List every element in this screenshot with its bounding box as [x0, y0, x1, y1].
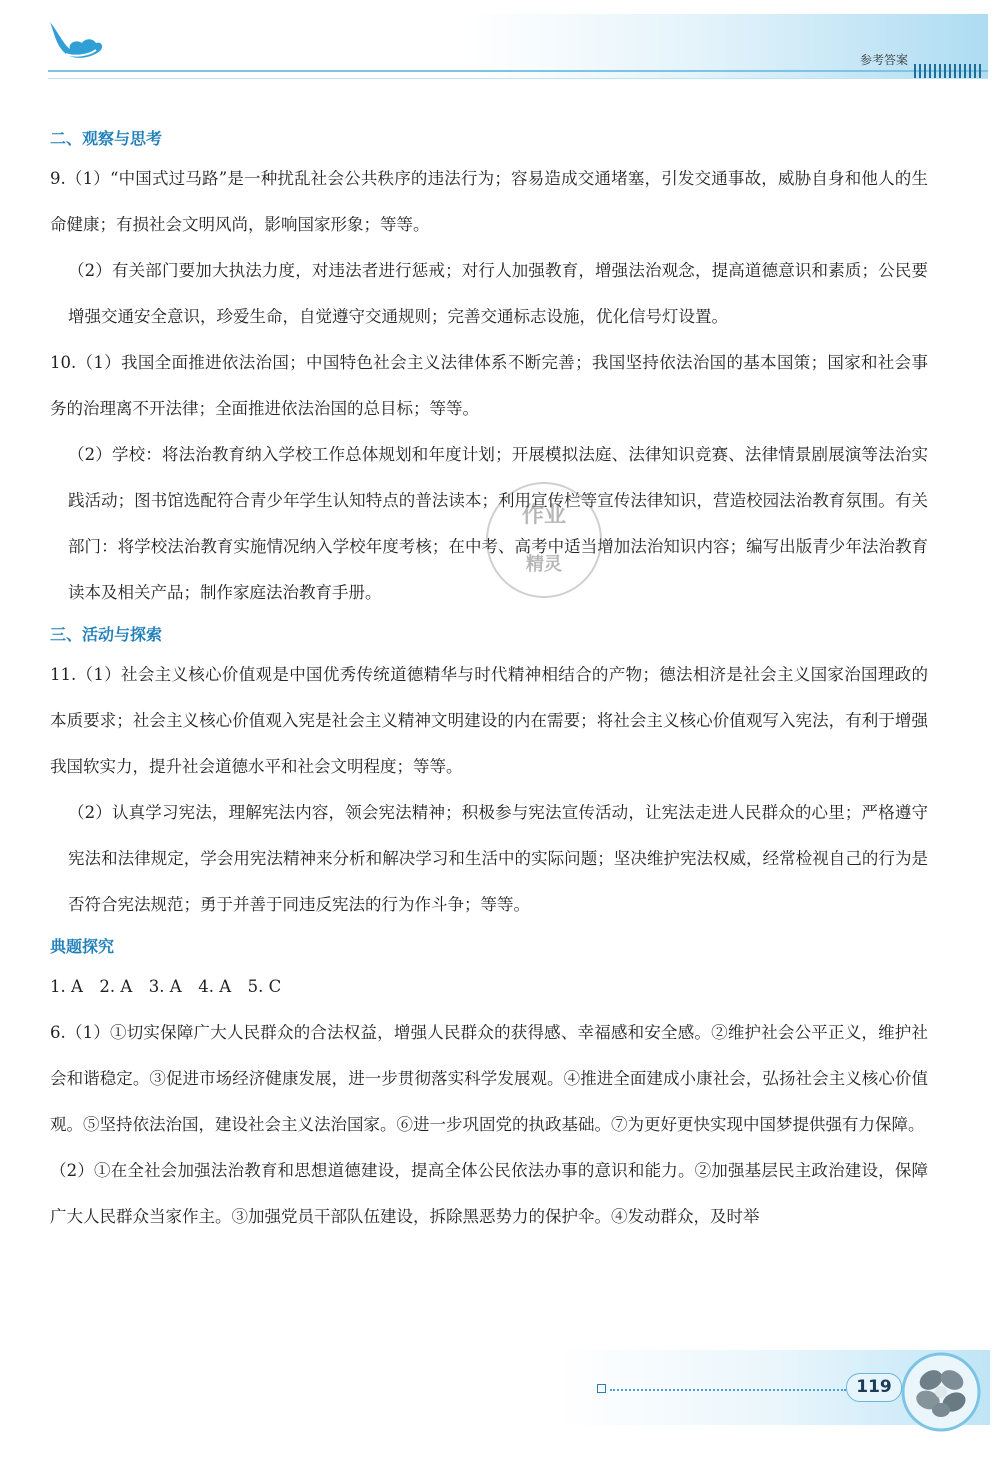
section-title: 三、活动与探索 [50, 625, 163, 644]
header-label: 参考答案 [859, 53, 908, 67]
answer-paragraph: 11.（1）社会主义核心价值观是中国优秀传统道德精华与时代精神相结合的产物；德法相济是社会主义国家治国理政的本质要求；社会主义核心价值观入宪是社会主义精神文明建设的内在需要；将社会主义核心价值观写入宪法，有利于增强我国软实力，提升社会道德水平和社会文明程度；等等。 [50, 665, 928, 776]
page-header [0, 0, 1000, 95]
watermark-line-2: 精灵 [526, 554, 562, 575]
header-rule-secondary [48, 78, 988, 79]
answer-paragraph: （2）学校：将法治教育纳入学校工作总体规划和年度计划；开展模拟法庭、法律知识竞赛、法律情景剧展演等法治实践活动；图书馆选配符合青少年学生认知特点的普法读本；利用宣传栏等宣传法律知识，营造校园法治教育氛围。有关部门：将学校法治教育实施情况纳入学校年度考核；在中考、高考中适当增加法治知识内容；编写出版青少年法治教育读本及相关产品；制作家庭法治教育手册。 [68, 445, 928, 602]
section-title: 典题探究 [50, 937, 115, 956]
answer-paragraph: （2）认真学习宪法，理解宪法内容，领会宪法精神；积极参与宪法宣传活动，让宪法走进人民群众的心里；严格遵守宪法和法律规定，学会用宪法精神来分析和解决学习和生活中的实际问题；坚决维护宪法权威，经常检视自己的行为是否符合宪法规范；勇于并善于同违反宪法的行为作斗争；等等。 [68, 803, 928, 914]
watermark-line-1: 作业 [521, 503, 566, 528]
answer-paragraph: （2）有关部门要加大执法力度，对违法者进行惩戒；对行人加强教育，增强法治观念，提高道德意识和素质；公民要增强交通安全意识，珍爱生命，自觉遵守交通规则；完善交通标志设施，优化信号灯设置。 [68, 261, 928, 326]
footer-dotted-line [610, 1389, 846, 1391]
cloud-bird-logo-icon [44, 10, 106, 65]
answer-paragraph: 9.（1）“中国式过马路”是一种扰乱社会公共秩序的违法行为；容易造成交通堵塞，引发交通事故，威胁自身和他人的生命健康；有损社会文明风尚，影响国家形象；等等。 [50, 169, 928, 234]
answer-content [50, 120, 928, 1240]
answer-paragraph: 6.（1）①切实保障广大人民群众的合法权益，增强人民群众的获得感、幸福感和安全感。②维护社会公平正义，维护社会和谐稳定。③促进市场经济健康发展，进一步贯彻落实科学发展观。④推进全面建成小康社会，弘扬社会主义核心价值观。⑤坚持依法治国，建设社会主义法治国家。⑥进一步巩固党的执政基础。⑦为更好更快实现中国梦提供强有力保障。 [50, 1023, 928, 1134]
page-footer [0, 1340, 1000, 1457]
answer-paragraph: 10.（1）我国全面推进依法治国；中国特色社会主义法律体系不断完善；我国坚持依法治国的基本国策；国家和社会事务的治理离不开法律；全面推进依法治国的总目标；等等。 [50, 353, 928, 418]
header-band [48, 14, 988, 78]
barcode-decoration [914, 64, 984, 78]
section-title: 二、观察与思考 [50, 129, 163, 148]
flower-icon [898, 1350, 984, 1434]
section-typical-questions [50, 930, 928, 1240]
section-observe-think [50, 122, 928, 616]
answer-paragraph: （2）①在全社会加强法治教育和思想道德建设，提高全体公民依法办事的意识和能力。②加强基层民主政治建设，保障广大人民群众当家作主。③加强党员干部队伍建设，拆除黑恶势力的保护伞。④发动群众，及时举 [50, 1161, 928, 1226]
page-number: 119 [846, 1373, 902, 1402]
footer-square-icon [597, 1384, 606, 1393]
answer-paragraph: 1. A 2. A 3. A 4. A 5. C [50, 977, 282, 996]
section-activity-explore [50, 618, 928, 928]
header-rule [48, 70, 988, 72]
